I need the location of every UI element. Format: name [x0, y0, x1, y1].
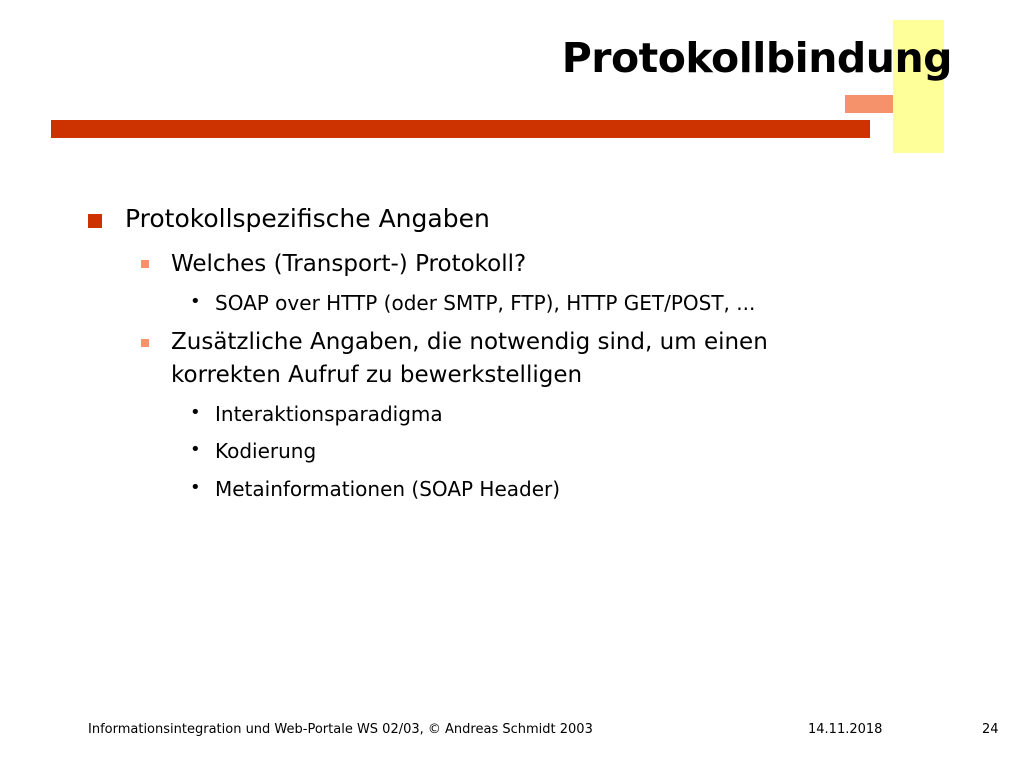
title-underline-bar — [51, 120, 870, 138]
footer-page-number: 24 — [982, 722, 999, 737]
bullet-level1: Protokollspezifische Angaben — [125, 204, 490, 233]
bullet-level3: Interaktionsparadigma — [215, 402, 443, 426]
dot-bullet-icon: • — [190, 439, 201, 460]
footer-course-info: Informationsintegration und Web-Portale WS 02/03, © Andreas Schmidt 2003 — [88, 722, 593, 737]
dot-bullet-icon: • — [190, 477, 201, 498]
slide-title: Protokollbindung — [561, 34, 952, 82]
bullet-level3: Kodierung — [215, 439, 317, 463]
bullet-level2: Welches (Transport-) Protokoll? — [171, 251, 527, 277]
decorative-orange-block — [845, 95, 893, 113]
small-square-bullet-icon — [141, 339, 149, 347]
bullet-level2-line1: Zusätzliche Angaben, die notwendig sind, um einen — [171, 329, 768, 355]
square-bullet-icon — [88, 214, 102, 228]
footer-date: 14.11.2018 — [808, 722, 883, 737]
bullet-level2-line2: korrekten Aufruf zu bewerkstelligen — [171, 362, 583, 388]
small-square-bullet-icon — [141, 260, 149, 268]
dot-bullet-icon: • — [190, 291, 201, 312]
dot-bullet-icon: • — [190, 402, 201, 423]
bullet-level3: Metainformationen (SOAP Header) — [215, 477, 561, 501]
bullet-level3: SOAP over HTTP (oder SMTP, FTP), HTTP GET/POST, ... — [215, 291, 756, 315]
